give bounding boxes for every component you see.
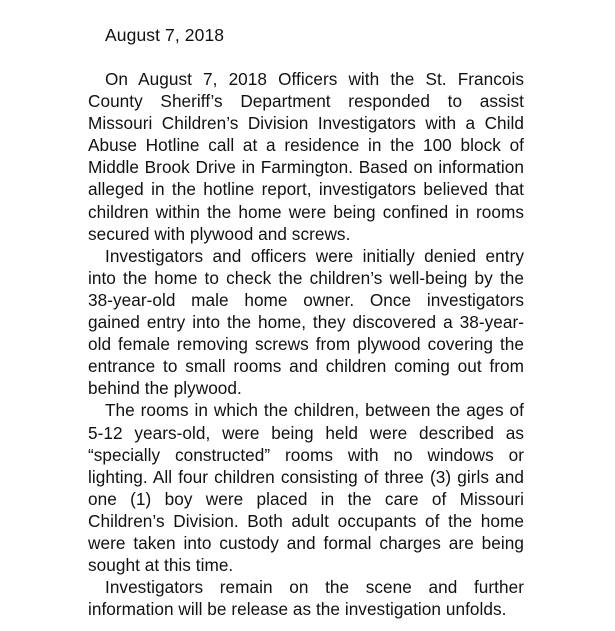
paragraph-entry-denied: Investigators and officers were initially denied entry into the home to check the children’s well-being by the 38-year-old male home owner. Once investigators gained entry into the home, they discovered a 38-year-old female removing screws from plywood covering the entrance to small rooms and children coming out from behind the plywood. bbox=[88, 245, 524, 399]
press-release-document bbox=[88, 24, 524, 620]
release-date: August 7, 2018 bbox=[105, 25, 225, 45]
paragraph-rooms-description: The rooms in which the children, between the ages of 5-12 years-old, were being held were described as “specially constructed” rooms with no windows or lighting. All four children consisting of three (3) girls and one (1) boy were placed in the care of Missouri Children’s Division. Both adult occupants of the home were taken into custody and formal charges are being sought at this time. bbox=[88, 400, 524, 576]
paragraph-hotline-call: On August 7, 2018 Officers with the St. Francois County Sheriff’s Department responded to assist Missouri Children’s Division Investigators with a Child Abuse Hotline call at a residence in the 100 block of Middle Brook Drive in Farmington. Based on information alleged in the hotline report, investigators believed that children within the home were being confined in rooms secured with plywood and screws. bbox=[88, 69, 524, 244]
paragraph-investigation-ongoing: Investigators remain on the scene and further information will be release as the investigation unfolds. bbox=[88, 577, 524, 620]
